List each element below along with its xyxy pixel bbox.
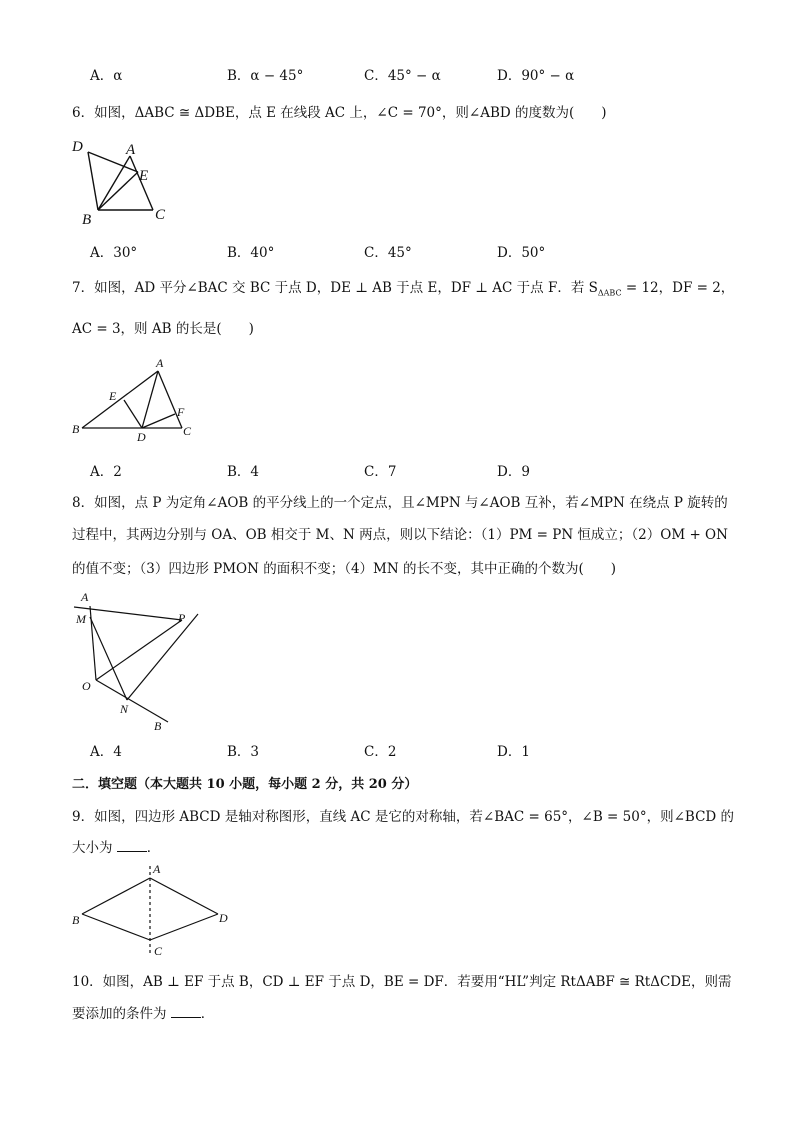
q10-answer-blank[interactable]	[171, 1005, 201, 1018]
q7-question-line1	[72, 276, 734, 298]
q8-label-a: A	[81, 590, 89, 604]
q7-label-a: A	[156, 356, 164, 370]
q6-label-b: B	[82, 212, 92, 228]
q10-question-line1: 10．如图，AB ⊥ EF 于点 B，CD ⊥ EF 于点 D，BE = DF．若要用“HL”判定 RtΔABF ≅ RtΔCDE，则需	[72, 974, 732, 990]
q8-label-p: P	[178, 611, 186, 625]
q5-option-c: C．45° − α	[364, 68, 441, 84]
q7-figure	[70, 356, 200, 442]
q5-option-a: A．α	[90, 68, 123, 84]
q9-label-a: A	[153, 862, 161, 876]
q10-text: 要添加的条件为	[72, 1006, 167, 1022]
q8-option-b: B．3	[227, 744, 260, 760]
q7-label-f: F	[177, 405, 185, 419]
q6-question-text: 6．如图，ΔABC ≅ ΔDBE，点 E 在线段 AC 上，∠C = 70°，则∠ABD 的度数为( )	[72, 105, 607, 121]
q6-option-b: B．40°	[227, 245, 275, 261]
q8-option-c: C．2	[364, 744, 397, 760]
q9-question-line1: 9．如图，四边形 ABCD 是轴对称图形，直线 AC 是它的对称轴，若∠BAC = 65°，∠B = 50°，则∠BCD 的	[72, 809, 735, 825]
q6-label-d: D	[72, 139, 83, 155]
q8-label-n: N	[120, 702, 129, 716]
q10-question-line2	[72, 1002, 214, 1022]
q7-option-a: A．2	[90, 464, 122, 480]
q10-text-end: ．	[200, 1006, 215, 1022]
q8-option-d: D．1	[497, 744, 530, 760]
q9-answer-blank[interactable]	[117, 839, 147, 852]
q7-text-part1: 7．如图，AD 平分∠BAC 交 BC 于点 D，DE ⊥ AB 于点 E，DF ⊥ AC 于点 F．若 S	[72, 280, 598, 296]
q7-option-c: C．7	[364, 464, 397, 480]
q7-label-d: D	[137, 430, 146, 444]
q7-label-b: B	[72, 422, 80, 436]
q6-label-a: A	[126, 142, 136, 158]
q9-text: 大小为	[72, 840, 113, 856]
q8-question-line2: 过程中，其两边分别与 OA、OB 相交于 M、N 两点，则以下结论：（1）PM = PN 恒成立；（2）OM + ON	[72, 527, 728, 543]
q5-option-b: B．α − 45°	[227, 68, 304, 84]
q7-option-b: B．4	[227, 464, 260, 480]
q7-subscript: ΔABC	[597, 288, 622, 298]
q8-option-a: A．4	[90, 744, 122, 760]
q5-option-d: D．90° − α	[497, 68, 575, 84]
q8-question-line1: 8．如图，点 P 为定角∠AOB 的平分线上的一个定点，且∠MPN 与∠AOB 互补，若∠MPN 在绕点 P 旋转的	[72, 495, 728, 511]
q6-option-d: D．50°	[497, 245, 546, 261]
q6-label-c: C	[155, 207, 166, 223]
section-heading: 二．填空题（本大题共 10 小题，每小题 2 分，共 20 分）	[72, 777, 418, 792]
q6-option-a: A．30°	[90, 245, 138, 261]
q9-text-end: ．	[146, 840, 161, 856]
q9-label-d: D	[219, 911, 228, 925]
q9-figure	[70, 858, 240, 958]
q7-label-e: E	[109, 389, 117, 403]
q9-question-line2	[72, 836, 160, 856]
q9-label-b: B	[72, 913, 80, 927]
q8-question-line3: 的值不变；（3）四边形 PMON 的面积不变；（4）MN 的长不变，其中正确的个数为( )	[72, 561, 617, 577]
q8-label-m: M	[76, 612, 86, 626]
q8-figure	[70, 588, 210, 734]
q7-label-c: C	[183, 424, 192, 438]
q7-text-part2: = 12，DF = 2，	[621, 280, 735, 296]
q9-label-c: C	[154, 944, 163, 958]
q6-figure	[70, 136, 180, 228]
q8-label-o: O	[82, 679, 91, 693]
q6-label-e: E	[139, 168, 149, 184]
q7-question-line2: AC = 3，则 AB 的长是( )	[72, 321, 254, 337]
q7-option-d: D．9	[497, 464, 530, 480]
q6-option-c: C．45°	[364, 245, 412, 261]
q8-label-b: B	[154, 719, 162, 733]
